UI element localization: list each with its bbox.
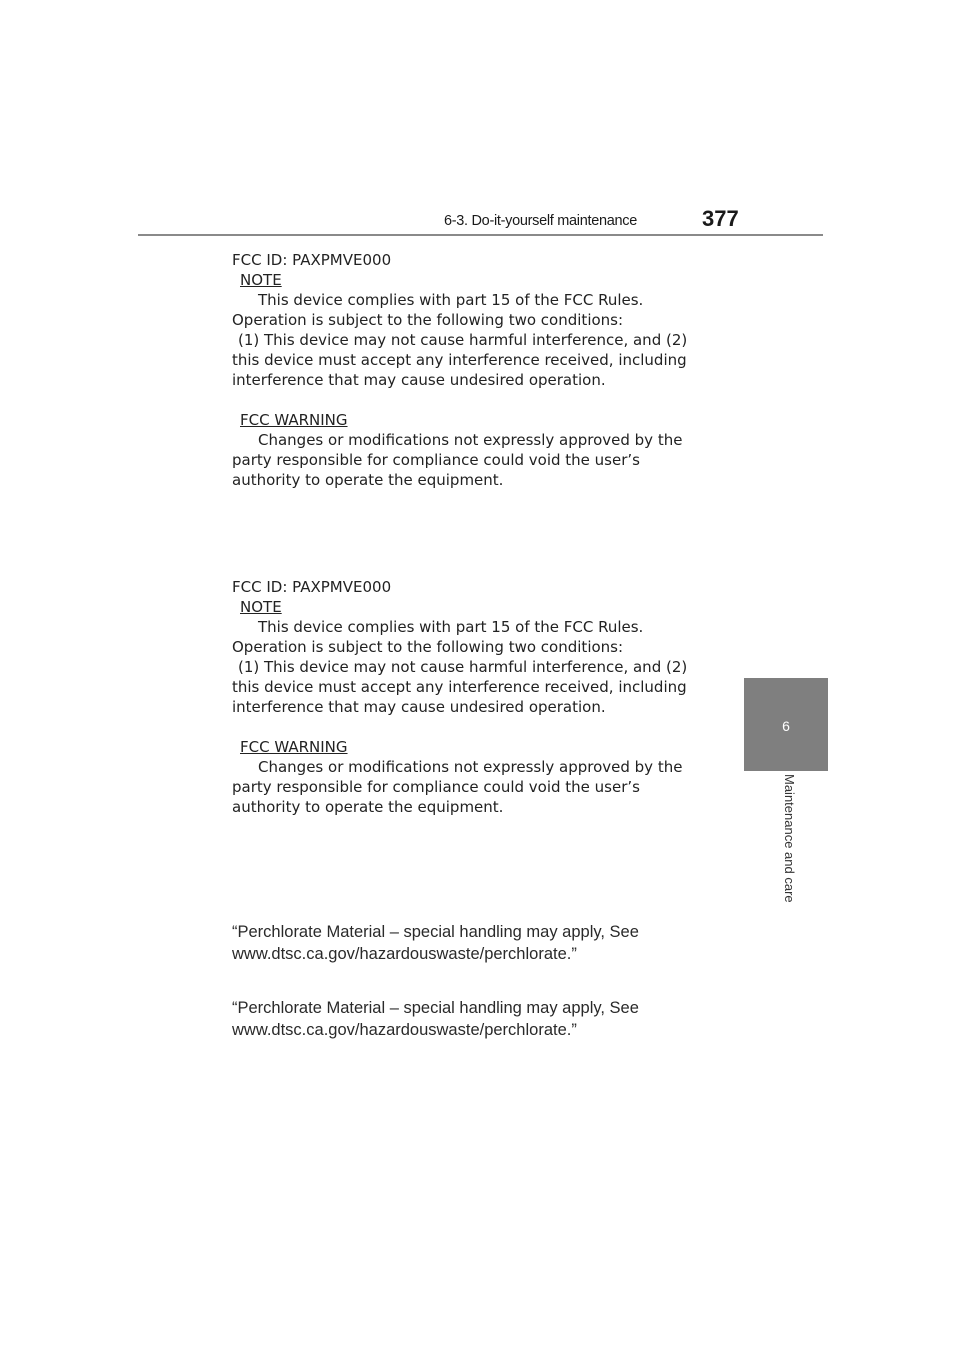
chapter-title: Maintenance and care bbox=[782, 774, 797, 903]
perchlorate-notice bbox=[232, 921, 732, 965]
fcc-id: FCC ID: PAXPMVE000 bbox=[232, 251, 392, 269]
note-heading: NOTE bbox=[240, 598, 282, 616]
note-line: Operation is subject to the following two conditions: bbox=[232, 638, 624, 656]
warning-line: authority to operate the equipment. bbox=[232, 798, 504, 816]
perchlorate-line: “Perchlorate Material – special handling may apply, See bbox=[232, 999, 639, 1017]
perchlorate-line: “Perchlorate Material – special handling may apply, See bbox=[232, 923, 639, 941]
warning-heading: FCC WARNING bbox=[240, 411, 348, 429]
note-line: interference that may cause undesired operation. bbox=[232, 371, 606, 389]
section-title: 6-3. Do-it-yourself maintenance bbox=[444, 213, 637, 229]
note-line: interference that may cause undesired operation. bbox=[232, 698, 606, 716]
page-number: 377 bbox=[702, 206, 739, 231]
note-line: (1) This device may not cause harmful interference, and (2) bbox=[238, 658, 688, 676]
note-line: (1) This device may not cause harmful interference, and (2) bbox=[238, 331, 688, 349]
note-line: Operation is subject to the following two conditions: bbox=[232, 311, 624, 329]
fcc-notice-block bbox=[232, 577, 732, 817]
chapter-number: 6 bbox=[782, 718, 790, 734]
note-line: This device complies with part 15 of the FCC Rules. bbox=[258, 291, 644, 309]
warning-line: authority to operate the equipment. bbox=[232, 471, 504, 489]
fcc-notice-block bbox=[232, 250, 732, 490]
warning-line: party responsible for compliance could void the user’s bbox=[232, 451, 640, 469]
chapter-tab bbox=[744, 678, 828, 771]
note-line: this device must accept any interference received, including bbox=[232, 678, 687, 696]
warning-heading: FCC WARNING bbox=[240, 738, 348, 756]
perchlorate-notice bbox=[232, 997, 732, 1041]
header-divider bbox=[138, 234, 823, 236]
perchlorate-line: www.dtsc.ca.gov/hazardouswaste/perchlorate.” bbox=[232, 1021, 577, 1039]
perchlorate-line: www.dtsc.ca.gov/hazardouswaste/perchlorate.” bbox=[232, 945, 577, 963]
warning-line: Changes or modifications not expressly approved by the bbox=[258, 431, 683, 449]
note-heading: NOTE bbox=[240, 271, 282, 289]
warning-line: party responsible for compliance could void the user’s bbox=[232, 778, 640, 796]
warning-line: Changes or modifications not expressly approved by the bbox=[258, 758, 683, 776]
note-line: this device must accept any interference received, including bbox=[232, 351, 687, 369]
fcc-id: FCC ID: PAXPMVE000 bbox=[232, 578, 392, 596]
note-line: This device complies with part 15 of the FCC Rules. bbox=[258, 618, 644, 636]
